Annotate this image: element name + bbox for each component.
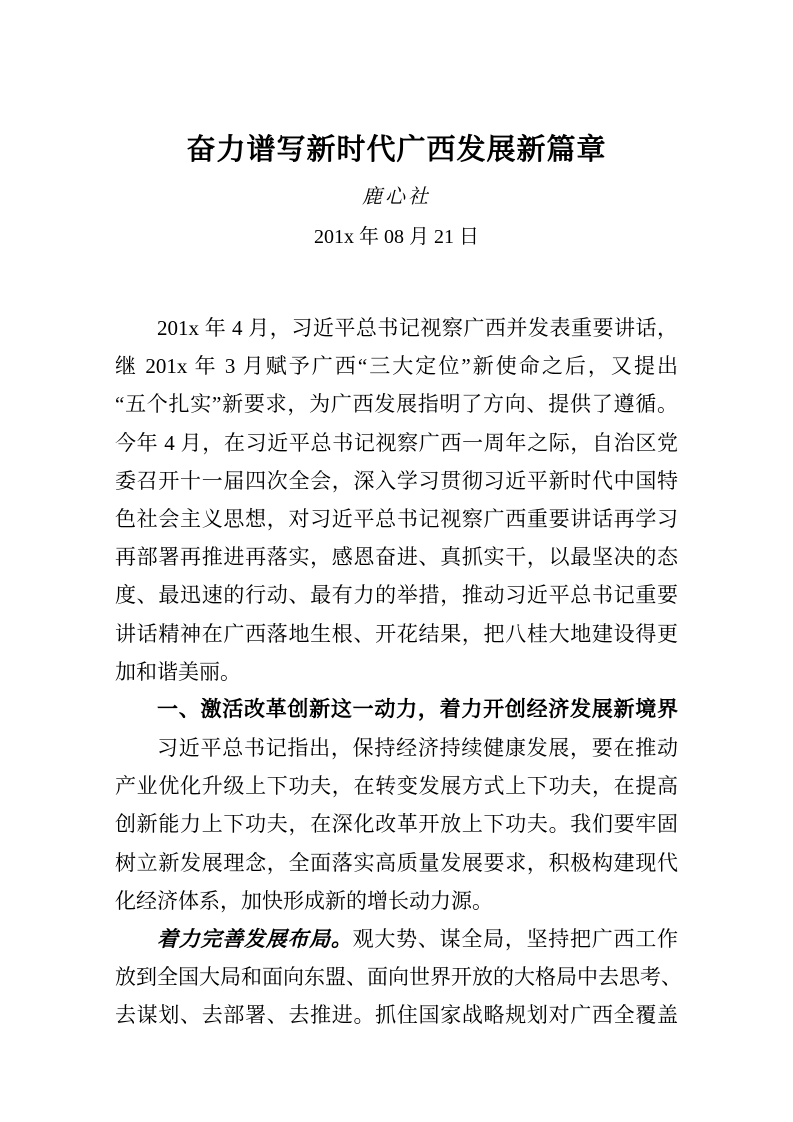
paragraph-lead: 着力完善发展布局。	[157, 927, 353, 951]
body-line: 继 201x 年 3 月赋予广西“三大定位”新使命之后，又提出	[115, 354, 678, 379]
body-line: 201x 年 4 月，习近平总书记视察广西并发表重要讲话，	[157, 316, 678, 340]
body-line: 习近平总书记指出，保持经济持续健康发展，要在推动	[157, 736, 678, 761]
body-line: 产业优化升级上下功夫，在转变发展方式上下功夫，在提高	[115, 774, 678, 799]
document-title: 奋力谱写新时代广西发展新篇章	[186, 134, 607, 166]
text-segment: 观大势、谋全局，坚持把广西工作	[352, 927, 679, 951]
document-date: 201x 年 08 月 21 日	[314, 226, 479, 248]
body-line: 讲话精神在广西落地生根、开花结果，把八桂大地建设得更	[115, 621, 678, 646]
document-author: 鹿心社	[362, 186, 431, 208]
body-line: 再部署再推进再落实，感恩奋进、真抓实干，以最坚决的态	[115, 545, 678, 570]
body-line: 色社会主义思想，对习近平总书记视察广西重要讲话再学习	[115, 506, 678, 531]
body-line: 度、最迅速的行动、最有力的举措，推动习近平总书记重要	[115, 583, 678, 608]
body-line: 去谋划、去部署、去推进。抓住国家战略规划对广西全覆盖	[115, 1003, 678, 1028]
body-line: 化经济体系，加快形成新的增长动力源。	[115, 888, 493, 913]
body-line: 创新能力上下功夫，在深化改革开放上下功夫。我们要牢固	[115, 812, 678, 837]
body-line	[115, 920, 678, 958]
document-body	[115, 309, 682, 1035]
body-line: “五个扎实”新要求，为广西发展指明了方向、提供了遵循。	[115, 392, 678, 417]
body-line: 放到全国大局和面向东盟、面向世界开放的大格局中去思考、	[115, 965, 682, 990]
body-line: 今年 4 月，在习近平总书记视察广西一周年之际，自治区党	[115, 430, 678, 455]
body-line: 委召开十一届四次全会，深入学习贯彻习近平新时代中国特	[115, 468, 678, 493]
body-line: 树立新发展理念，全面落实高质量发展要求，积极构建现代	[115, 850, 678, 875]
section-heading: 一、激活改革创新这一动力，着力开创经济发展新境界	[157, 697, 678, 721]
body-line: 加和谐美丽。	[115, 659, 241, 684]
